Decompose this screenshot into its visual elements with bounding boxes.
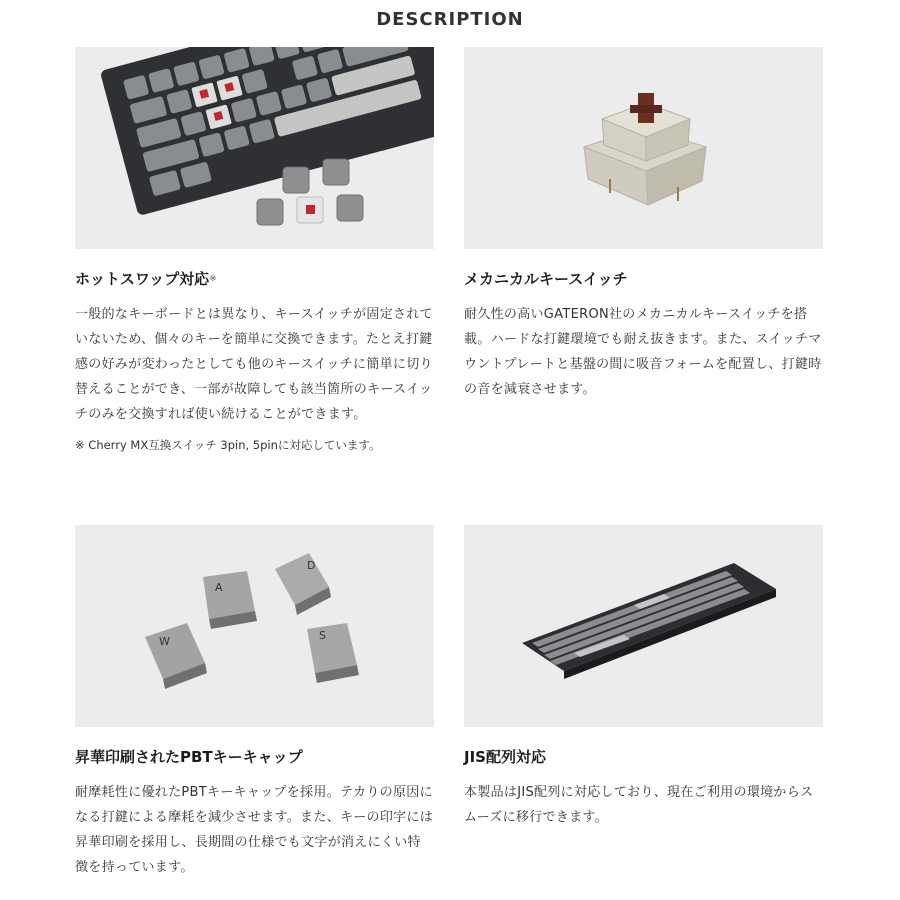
switch-image xyxy=(464,47,823,249)
keycap-w-legend: W xyxy=(159,635,170,648)
card-body: 本製品はJIS配列に対応しており、現在ご利用の環境からスムーズに移行できます。 xyxy=(464,785,814,825)
keycap-w xyxy=(145,623,207,689)
keycap-a-legend: A xyxy=(215,581,223,594)
keycap-a xyxy=(203,571,257,629)
keycap-d xyxy=(275,553,331,615)
section-title: DESCRIPTION xyxy=(376,9,524,30)
keycap-s xyxy=(307,623,359,683)
keycap-d-legend: D xyxy=(307,559,316,572)
card-heading: JIS配列対応 xyxy=(464,748,546,766)
footnote-mark: ※ xyxy=(209,274,217,284)
card-body: 耐摩耗性に優れたPBTキーキャップを採用。テカりの原因になる打鍵による摩耗を減少させます。また、キーの印字には昇華印刷を採用し、長期間の仕様でも文字が消えにくい特徴を持っています。 xyxy=(75,785,434,875)
keycap-s-legend: S xyxy=(319,629,326,642)
keycaps-illustration xyxy=(75,525,434,727)
keyboard-image xyxy=(464,525,823,727)
card-body: 一般的なキーボードとは異なり、キースイッチが固定されていないため、個々のキーを簡単に交換できます。たとえ打鍵感の好みが変わったとしても他のキースイッチに簡単に切り替えることができ、一部が故障しても該当箇所のキースイッチのみを交換すれば使い続けることができます。 xyxy=(75,307,433,422)
feature-card-switch xyxy=(464,47,823,402)
keycaps-image xyxy=(75,525,434,727)
card-heading: メカニカルキースイッチ xyxy=(464,270,628,288)
hotswap-image xyxy=(75,47,434,249)
key-switch-illustration xyxy=(464,47,823,249)
feature-card-jis xyxy=(464,525,823,830)
keyboard-illustration xyxy=(464,525,823,727)
card-note: ※ Cherry MX互換スイッチ 3pin, 5pinに対応しています。 xyxy=(75,438,381,452)
heading-text: ホットスワップ対応 xyxy=(75,270,210,288)
card-heading xyxy=(75,269,434,289)
card-body: 耐久性の高いGATERON社のメカニカルキースイッチを搭載。ハードな打鍵環境でも耐え抜きます。また、スイッチマウントプレートと基盤の間に吸音フォームを配置し、打鍵時の音を減衰させます。 xyxy=(464,307,822,397)
card-heading: 昇華印刷されたPBTキーキャップ xyxy=(75,748,303,766)
feature-card-hotswap xyxy=(75,47,434,454)
hotswap-illustration xyxy=(75,47,434,249)
feature-card-keycaps xyxy=(75,525,434,880)
